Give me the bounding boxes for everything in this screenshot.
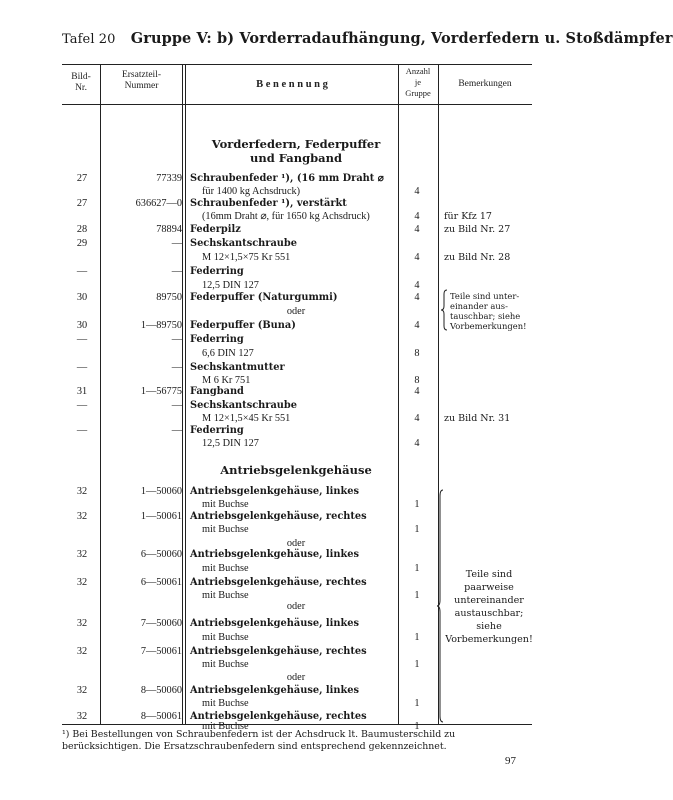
quantity: 1 xyxy=(414,659,420,670)
part-number: — xyxy=(171,238,182,249)
part-description: mit Buchse xyxy=(202,590,249,601)
quantity: 1 xyxy=(414,590,420,601)
part-description: Antriebsgelenkgehäuse, rechtes xyxy=(190,577,367,588)
quantity: 8 xyxy=(414,375,420,386)
bild-number: 27 xyxy=(76,198,88,209)
part-number: 8—50061 xyxy=(140,711,182,722)
bild-number: 32 xyxy=(76,577,88,588)
part-number: 8—50060 xyxy=(140,685,182,696)
quantity: 4 xyxy=(414,292,420,303)
part-description: Schraubenfeder ¹), (16 mm Draht ⌀ xyxy=(190,173,384,184)
part-number: — xyxy=(171,266,182,277)
part-number: 7—50060 xyxy=(140,618,182,629)
group-title: Gruppe V: b) Vorderradaufhängung, Vorderfedern u. Stoßdämpfer xyxy=(130,30,673,47)
footnote: ¹) Bei Bestellungen von Schraubenfedern ist der Achsdruck lt. Baumusterschild zu berücksichtigen. Die Ersatzschraubenfedern sind entsprechend gekennzeichnet. xyxy=(62,729,456,752)
quantity: 4 xyxy=(414,252,420,263)
bild-number: 30 xyxy=(76,320,88,331)
plate-number: Tafel 20 xyxy=(62,32,116,47)
part-description: Federpilz xyxy=(190,224,241,235)
bild-number: 30 xyxy=(76,292,88,303)
quantity: 1 xyxy=(414,524,420,535)
part-description: 12,5 DIN 127 xyxy=(202,438,259,449)
quantity: 1 xyxy=(414,563,420,574)
part-description: Federpuffer (Buna) xyxy=(190,320,296,331)
col-header-benennung: B e n e n n u n g xyxy=(256,79,328,90)
part-description: M 6 Kr 751 xyxy=(202,375,251,386)
part-description: Sechskantmutter xyxy=(190,362,285,373)
bild-number: — xyxy=(76,334,88,345)
part-description: 6,6 DIN 127 xyxy=(202,348,254,359)
col-header-anzahl: Anzahl je Gruppe xyxy=(405,66,431,98)
bild-number: 32 xyxy=(76,486,88,497)
part-description: (16mm Draht ⌀, für 1650 kg Achsdruck) xyxy=(202,211,370,222)
part-number: 78894 xyxy=(156,224,182,235)
part-number: 1—50061 xyxy=(140,511,182,522)
part-number: — xyxy=(171,425,182,436)
brace-note-antriebsgelenk: Teile sind paarweise untereinander austauschbar; siehe Vorbemerkungen! xyxy=(445,569,533,645)
part-number: — xyxy=(171,334,182,345)
quantity: 4 xyxy=(414,224,420,235)
part-number: 89750 xyxy=(156,292,182,303)
quantity: 4 xyxy=(414,438,420,449)
part-description: Antriebsgelenkgehäuse, rechtes xyxy=(190,646,367,657)
part-description: mit Buchse xyxy=(202,721,249,732)
part-description: Federring xyxy=(190,425,244,436)
part-number: 7—50061 xyxy=(140,646,182,657)
section-title-vorderfedern: Vorderfedern, Federpuffer und Fangband xyxy=(211,137,381,165)
part-description: oder xyxy=(286,306,306,317)
quantity: 4 xyxy=(414,413,420,424)
part-description: mit Buchse xyxy=(202,524,249,535)
bild-number: 32 xyxy=(76,646,88,657)
quantity: 4 xyxy=(414,280,420,291)
part-description: Federpuffer (Naturgummi) xyxy=(190,292,338,303)
remark: zu Bild Nr. 28 xyxy=(444,252,511,263)
part-description: oder xyxy=(286,538,306,549)
part-number: 6—50060 xyxy=(140,549,182,560)
quantity: 1 xyxy=(414,632,420,643)
part-description: Antriebsgelenkgehäuse, rechtes xyxy=(190,711,367,722)
part-description: Schraubenfeder ¹), verstärkt xyxy=(190,198,347,209)
part-number: 1—56775 xyxy=(140,386,182,397)
part-description: Antriebsgelenkgehäuse, linkes xyxy=(190,685,360,696)
part-description: 12,5 DIN 127 xyxy=(202,280,259,291)
bild-number: 32 xyxy=(76,618,88,629)
part-number: — xyxy=(171,362,182,373)
quantity: 4 xyxy=(414,211,420,222)
bild-number: — xyxy=(76,362,88,373)
part-description: M 12×1,5×45 Kr 551 xyxy=(202,413,291,424)
bild-number: 32 xyxy=(76,685,88,696)
col-header-ersatzteil-nummer: Ersatzteil- Nummer xyxy=(121,70,162,91)
part-description: Antriebsgelenkgehäuse, linkes xyxy=(190,486,360,497)
quantity: 4 xyxy=(414,386,420,397)
bild-number: — xyxy=(76,266,88,277)
part-description: Antriebsgelenkgehäuse, rechtes xyxy=(190,511,367,522)
col-header-bemerkungen: Bemerkungen xyxy=(458,79,512,89)
part-number: 1—50060 xyxy=(140,486,182,497)
part-description: Federring xyxy=(190,334,244,345)
part-description: M 12×1,5×75 Kr 551 xyxy=(202,252,291,263)
page-number: 97 xyxy=(505,755,516,767)
col-header-bild-nr: Bild- Nr. xyxy=(71,72,91,93)
part-description: mit Buchse xyxy=(202,632,249,643)
part-description: mit Buchse xyxy=(202,499,249,510)
part-description: mit Buchse xyxy=(202,698,249,709)
part-number: — xyxy=(171,400,182,411)
quantity: 1 xyxy=(414,499,420,510)
part-number: 6—50061 xyxy=(140,577,182,588)
remark: für Kfz 17 xyxy=(444,211,492,222)
bild-number: 32 xyxy=(76,549,88,560)
quantity: 1 xyxy=(414,721,420,732)
remark: zu Bild Nr. 31 xyxy=(444,413,511,424)
brace-antriebsgelenk xyxy=(437,490,443,722)
remark: zu Bild Nr. 27 xyxy=(444,224,511,235)
part-description: oder xyxy=(286,601,306,612)
part-description: für 1400 kg Achsdruck) xyxy=(202,186,301,197)
bild-number: — xyxy=(76,400,88,411)
part-description: Sechskantschraube xyxy=(190,400,298,411)
part-description: mit Buchse xyxy=(202,659,249,670)
bild-number: 32 xyxy=(76,711,88,722)
part-description: Federring xyxy=(190,266,244,277)
section-title-antriebsgelenkgehaeuse: Antriebsgelenkgehäuse xyxy=(220,463,372,477)
brace-note-federpuffer: Teile sind unter- einander aus- tauschbar; siehe Vorbemerkungen! xyxy=(450,291,527,331)
quantity: 8 xyxy=(414,348,420,359)
bild-number: 27 xyxy=(76,173,88,184)
part-number: 77339 xyxy=(156,173,182,184)
quantity: 4 xyxy=(414,186,420,197)
part-number: 1—89750 xyxy=(140,320,182,331)
part-description: mit Buchse xyxy=(202,563,249,574)
brace-federpuffer xyxy=(441,290,447,330)
bild-number: 29 xyxy=(76,238,88,249)
bild-number: 28 xyxy=(76,224,88,235)
quantity: 4 xyxy=(414,320,420,331)
part-description: Fangband xyxy=(190,386,244,397)
part-number: 636627—0 xyxy=(135,198,182,209)
bild-number: 31 xyxy=(76,386,88,397)
part-description: oder xyxy=(286,672,306,683)
bild-number: 32 xyxy=(76,511,88,522)
part-description: Antriebsgelenkgehäuse, linkes xyxy=(190,549,360,560)
part-description: Antriebsgelenkgehäuse, linkes xyxy=(190,618,360,629)
quantity: 1 xyxy=(414,698,420,709)
part-description: Sechskantschraube xyxy=(190,238,298,249)
bild-number: — xyxy=(76,425,88,436)
